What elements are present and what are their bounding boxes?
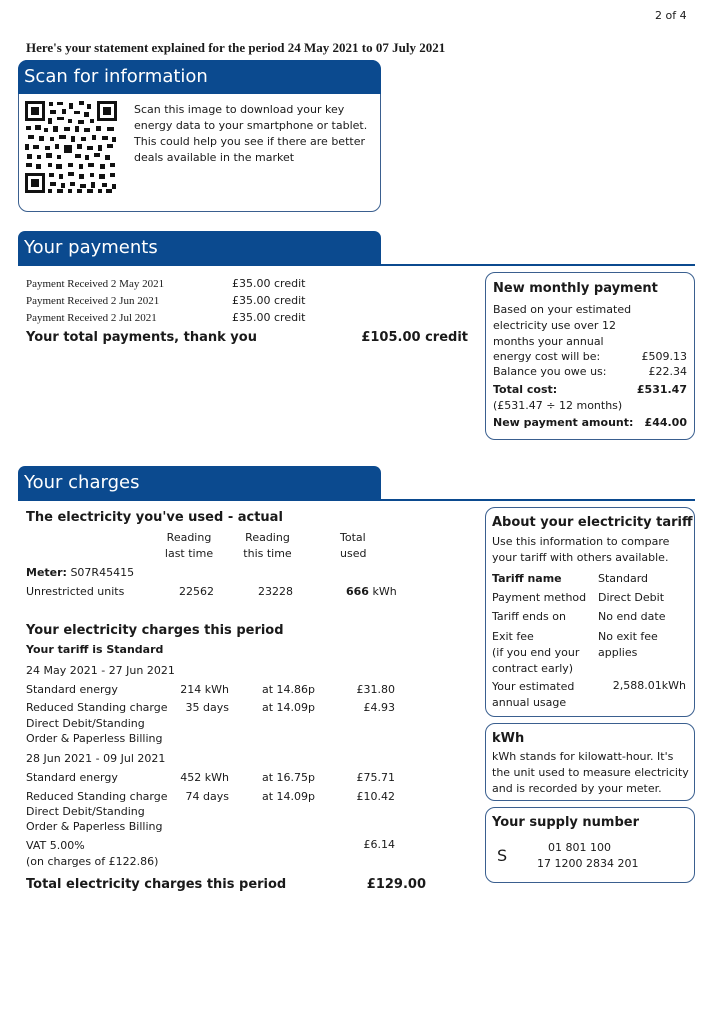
period2-dd-note: Direct Debit/Standing Order & Paperless Billing	[26, 805, 163, 833]
kwh-description: kWh stands for kilowatt-hour. It's the unit used to measure electricity and is recorded by your meter.	[492, 750, 689, 795]
supply-line2: 17 1200 2834 201	[537, 857, 639, 870]
scan-description: Scan this image to download your key energy data to your smartphone or tablet. This could help you see if there are better deals available in the market	[134, 103, 368, 164]
balance-label: Balance you owe us:	[493, 365, 607, 378]
period2-reduced-label: Reduced Standing charge	[26, 790, 168, 803]
cost-calculation: (£531.47 ÷ 12 months)	[493, 399, 623, 412]
period1-reduced-amount: £4.93	[363, 701, 395, 714]
charges-total-value: £129.00	[366, 877, 426, 892]
balance-value: £22.34	[648, 365, 687, 378]
new-payment-label: New payment amount:	[493, 416, 634, 429]
period1-reduced-rate: at 14.09p	[262, 701, 316, 714]
period2-dates: 28 Jun 2021 - 09 Jul 2021	[26, 752, 166, 765]
qr-code-icon[interactable]	[24, 100, 118, 194]
tariff-title: About your electricity tariff	[492, 515, 693, 530]
total-cost-label: Total cost:	[493, 383, 558, 396]
col-reading-last: Reading last time	[164, 531, 214, 560]
payment-row: Payment Received 2 Jul 2021	[26, 312, 157, 324]
payments-title: Your payments	[18, 231, 381, 265]
annual-usage-label: Your estimated annual usage	[492, 680, 575, 709]
tariff-line: Your tariff is Standard	[26, 643, 164, 656]
period-title: Your electricity charges this period	[26, 623, 284, 638]
scan-title: Scan for information	[18, 60, 381, 94]
payment-row: Payment Received 2 Jun 2021	[26, 295, 160, 307]
period1-dates: 24 May 2021 - 27 Jun 2021	[26, 664, 175, 677]
supply-title: Your supply number	[492, 815, 639, 830]
supply-line1: 01 801 100	[548, 841, 611, 854]
monthly-intro: Based on your estimated electricity use over 12 months your annual	[493, 303, 632, 348]
payments-list	[26, 276, 164, 327]
col-reading-this: Reading this time	[243, 531, 292, 560]
supply-letter: S	[497, 846, 508, 865]
vat-label: VAT 5.00% (on charges of £122.86)	[26, 839, 159, 868]
kwh-title: kWh	[492, 731, 525, 746]
charges-title: Your charges	[18, 466, 381, 500]
new-payment-value: £44.00	[644, 416, 687, 429]
period2-standard-amount: £75.71	[356, 771, 395, 784]
total-cost-value: £531.47	[636, 383, 687, 396]
energy-cost-label: energy cost will be:	[493, 350, 601, 363]
period1-standard-amount: £31.80	[356, 683, 395, 696]
exit-fee-label: Exit fee (if you end your contract early)	[492, 630, 580, 675]
period2-standard-qty: 452 kWh	[180, 771, 229, 784]
tariff-name-label: Tariff name	[492, 572, 562, 585]
period1-standard-label: Standard energy	[26, 683, 118, 696]
exit-fee-value: No exit fee applies	[598, 630, 658, 659]
payment-method-value: Direct Debit	[598, 591, 665, 604]
payments-rule	[18, 264, 695, 266]
energy-cost-value: £509.13	[641, 350, 687, 363]
period1-standard-qty: 214 kWh	[180, 683, 229, 696]
tariff-intro: Use this information to compare your tariff with others available.	[492, 535, 670, 564]
period2-reduced-qty: 74 days	[185, 790, 229, 803]
charges-rule	[18, 499, 695, 501]
payment-row: Payment Received 2 May 2021	[26, 278, 165, 290]
monthly-title: New monthly payment	[493, 281, 658, 296]
col-total-used: Total used	[340, 531, 367, 560]
vat-amount: £6.14	[363, 838, 395, 851]
payments-total-label: Your total payments, thank you	[26, 330, 257, 345]
tariff-name-value: Standard	[598, 572, 649, 585]
charges-total-label: Total electricity charges this period	[26, 877, 287, 892]
payment-method-label: Payment method	[492, 591, 587, 604]
payments-amounts: £35.00 credit £35.00 credit £35.00 credit	[232, 277, 306, 324]
page-heading: Here's your statement explained for the period 24 May 2021 to 07 July 2021	[26, 40, 446, 55]
annual-usage-value: 2,588.01kWh	[612, 679, 686, 692]
used-title: The electricity you've used - actual	[26, 510, 283, 525]
tariff-ends-label: Tariff ends on	[492, 610, 566, 623]
reading-this: 23228	[258, 585, 293, 598]
period1-reduced-qty: 35 days	[185, 701, 229, 714]
period1-reduced-label: Reduced Standing charge	[26, 701, 168, 714]
period2-reduced-amount: £10.42	[356, 790, 395, 803]
period2-reduced-rate: at 14.09p	[262, 790, 316, 803]
period2-standard-rate: at 16.75p	[262, 771, 316, 784]
reading-last: 22562	[179, 585, 214, 598]
meter-row: Meter: S07R45415	[26, 566, 135, 579]
period1-dd-note: Direct Debit/Standing Order & Paperless Billing	[26, 717, 163, 745]
payments-total-value: £105.00 credit	[361, 330, 468, 345]
units-label: Unrestricted units	[26, 585, 125, 598]
period2-standard-label: Standard energy	[26, 771, 118, 784]
tariff-ends-value: No end date	[598, 610, 666, 623]
total-used: 666 kWh	[346, 585, 397, 598]
period1-standard-rate: at 14.86p	[262, 683, 316, 696]
page-number: 2 of 4	[655, 9, 687, 22]
